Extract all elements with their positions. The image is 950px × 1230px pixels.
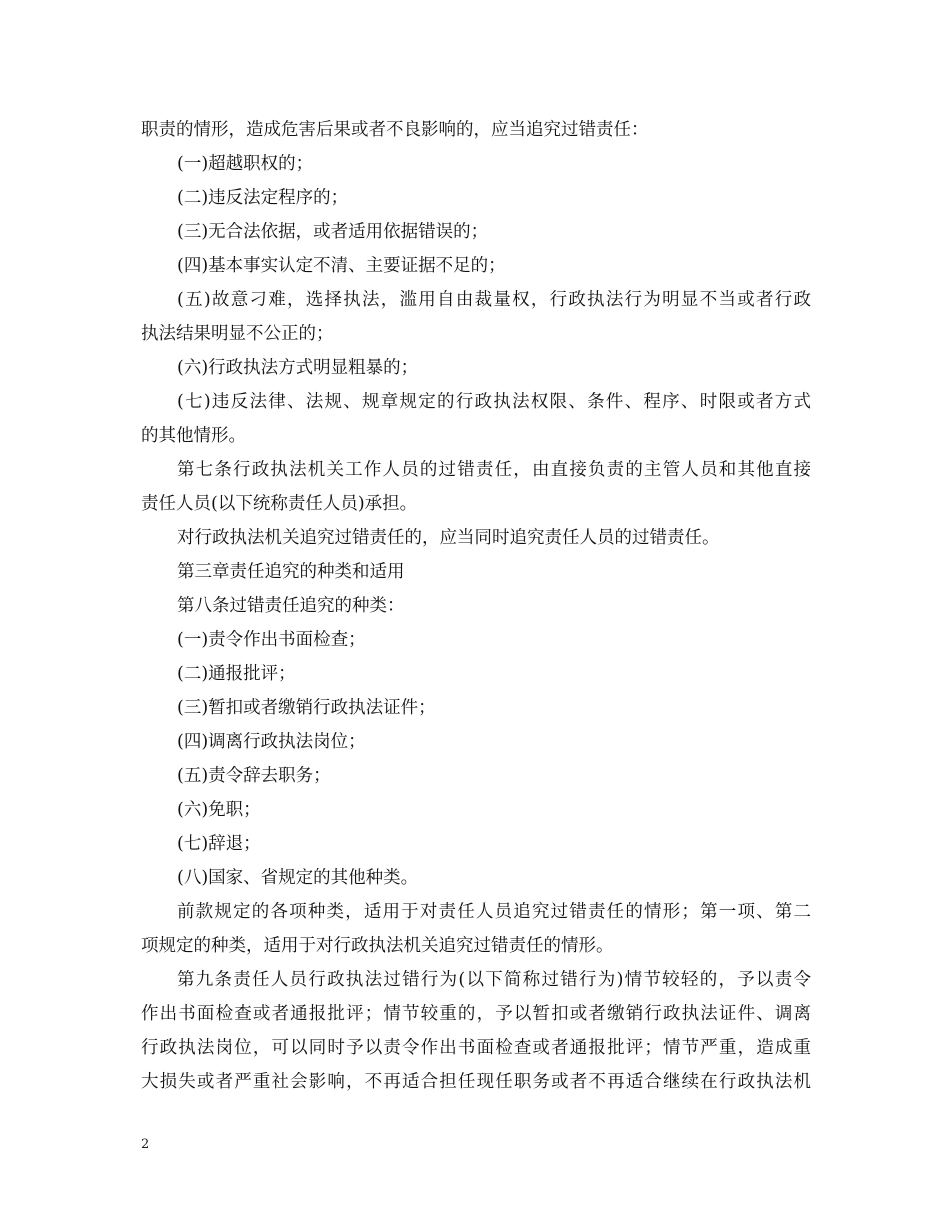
text-line: (四)调离行政执法岗位；: [177, 732, 366, 752]
text-line: 第九条责任人员行政执法过错行为(以下简称过错行为)情节较轻的，予以责令: [177, 970, 811, 990]
text-line: (五)故意刁难，选择执法，滥用自由裁量权，行政执法行为明显不当或者行政: [177, 290, 811, 310]
text-line: 执法结果明显不公正的；: [141, 324, 334, 344]
text-line: (二)违反法定程序的；: [177, 188, 349, 208]
text-line: (二)通报批评；: [177, 664, 296, 684]
text-line: (五)责令辞去职务；: [177, 766, 331, 786]
text-line: 大损失或者严重社会影响，不再适合担任现任职务或者不再适合继续在行政执法机: [141, 1072, 811, 1092]
text-line: (六)免职；: [177, 800, 261, 820]
text-line: 第八条过错责任追究的种类：: [177, 596, 405, 616]
text-line: 作出书面检查或者通报批评；情节较重的，予以暂扣或者缴销行政执法证件、调离: [141, 1004, 811, 1024]
text-line: 对行政执法机关追究过错责任的，应当同时追究责任人员的过错责任。: [177, 528, 720, 548]
text-line: 第七条行政执法机关工作人员的过错责任，由直接负责的主管人员和其他直接: [177, 460, 811, 480]
page-number: 2: [141, 1137, 150, 1152]
text-line: (六)行政执法方式明显粗暴的；: [177, 358, 419, 378]
text-line: 的其他情形。: [141, 426, 246, 446]
text-line: (八)国家、省规定的其他种类。: [177, 868, 419, 888]
text-line: 责任人员(以下统称责任人员)承担。: [141, 494, 418, 514]
text-line: (三)无合法依据，或者适用依据错误的；: [177, 222, 489, 242]
text-line: 项规定的种类，适用于对行政执法机关追究过错责任的情形。: [141, 936, 614, 956]
text-line: (一)超越职权的；: [177, 154, 314, 174]
text-line: (七)辞退；: [177, 834, 261, 854]
text-line: (一)责令作出书面检查；: [177, 630, 366, 650]
chapter-heading: 第三章责任追究的种类和适用: [177, 562, 405, 582]
text-line: (七)违反法律、法规、规章规定的行政执法权限、条件、程序、时限或者方式: [177, 392, 811, 412]
text-line: 行政执法岗位，可以同时予以责令作出书面检查或者通报批评；情节严重，造成重: [141, 1038, 811, 1058]
text-line: 职责的情形，造成危害后果或者不良影响的，应当追究过错责任：: [141, 120, 649, 140]
text-line: (三)暂扣或者缴销行政执法证件；: [177, 698, 436, 718]
text-line: (四)基本事实认定不清、主要证据不足的；: [177, 256, 506, 276]
text-line: 前款规定的各项种类，适用于对责任人员追究过错责任的情形；第一项、第二: [177, 902, 811, 922]
